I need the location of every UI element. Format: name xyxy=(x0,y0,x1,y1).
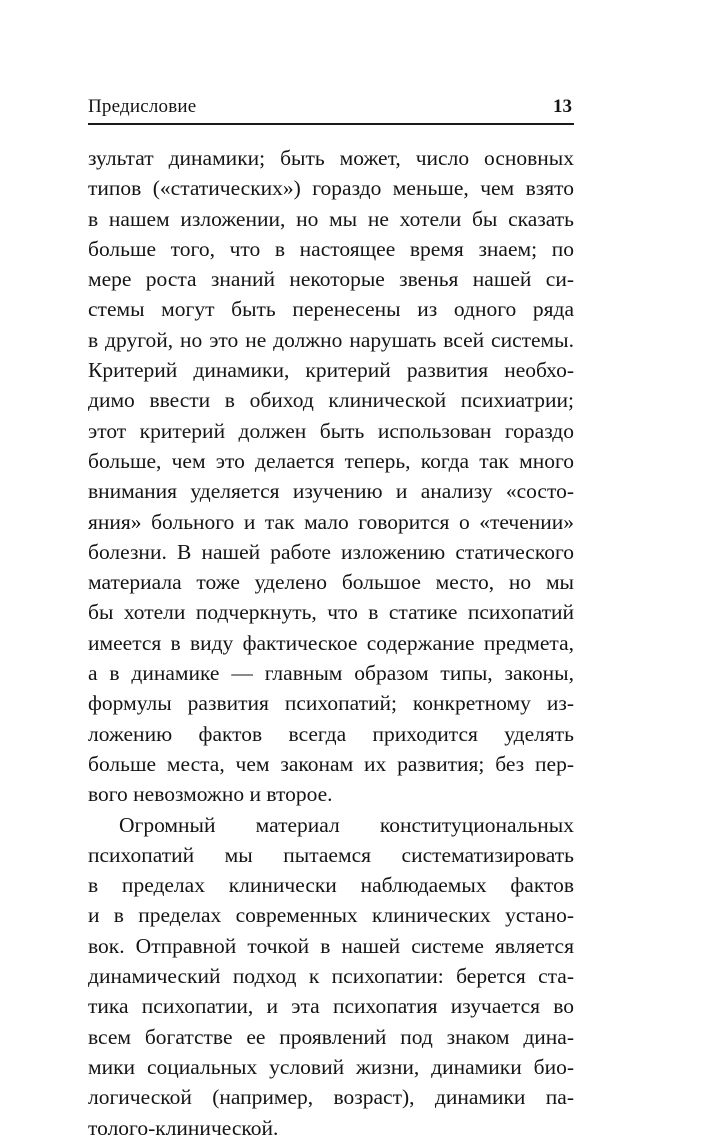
text-line: Огромный материал конституциональных xyxy=(119,812,574,837)
text-line: больше того, что в настоящее время знаем; по xyxy=(88,236,574,261)
text-line: внимания уделяется изучению и анализу «состо- xyxy=(88,479,574,504)
text-line: типов («статических») гораздо меньше, чем взято xyxy=(88,176,574,201)
text-line: стемы могут быть перенесены из одного ряда xyxy=(88,297,574,322)
text-line: мере роста знаний некоторые звенья нашей си- xyxy=(88,267,574,292)
text-line: вок. Отправной точкой в нашей системе является xyxy=(88,933,574,958)
text-line: и в пределах современных клинических устано- xyxy=(88,903,574,928)
text-line: в нашем изложении, но мы не хотели бы сказать xyxy=(88,206,574,231)
text-line: динамический подход к психопатии: берется ста- xyxy=(88,964,574,989)
text-line: мики социальных условий жизни, динамики био- xyxy=(88,1054,574,1079)
page-number: 13 xyxy=(553,96,572,117)
paragraph xyxy=(88,143,574,810)
text-line: вого невозможно и второе. xyxy=(88,782,333,807)
text-line: а в динамике — главным образом типы, законы, xyxy=(88,661,574,686)
text-line: зультат динамики; быть может, число основных xyxy=(88,146,574,170)
text-line: психопатий мы пытаемся систематизировать xyxy=(88,842,574,867)
chapter-title: Предисловие xyxy=(88,96,197,117)
text-line: тика психопатии, и эта психопатия изучается во xyxy=(88,994,574,1019)
text-line: формулы развития психопатий; конкретному из- xyxy=(88,691,574,716)
text-line: димо ввести в обиход клинической психиатрии; xyxy=(88,388,574,413)
text-line: Критерий динамики, критерий развития необхо- xyxy=(88,358,574,383)
text-line: болезни. В нашей работе изложению статического xyxy=(88,539,574,564)
text-line: бы хотели подчеркнуть, что в статике психопатий xyxy=(88,600,574,625)
text-line: этот критерий должен быть использован гораздо xyxy=(88,418,574,443)
text-line: толого-клинической. xyxy=(88,1115,279,1140)
text-line: в другой, но это не должно нарушать всей системы. xyxy=(88,327,574,352)
text-line: логической (например, возраст), динамики па- xyxy=(88,1085,574,1110)
text-line: в пределах клинически наблюдаемых фактов xyxy=(88,873,574,898)
body-text xyxy=(88,143,574,1143)
text-line: всем богатстве ее проявлений под знаком дина- xyxy=(88,1024,574,1049)
paragraph xyxy=(88,810,574,1143)
header-rule xyxy=(88,123,574,125)
text-line: больше, чем это делается теперь, когда так много xyxy=(88,448,574,473)
running-header xyxy=(88,94,574,120)
text-line: материала тоже уделено большое место, но мы xyxy=(88,570,574,595)
text-line: ложению фактов всегда приходится уделять xyxy=(88,721,574,746)
text-line: имеется в виду фактическое содержание предмета, xyxy=(88,630,574,655)
text-line: яния» больного и так мало говорится о «течении» xyxy=(88,509,574,534)
text-line: больше места, чем законам их развития; без пер- xyxy=(88,751,574,776)
